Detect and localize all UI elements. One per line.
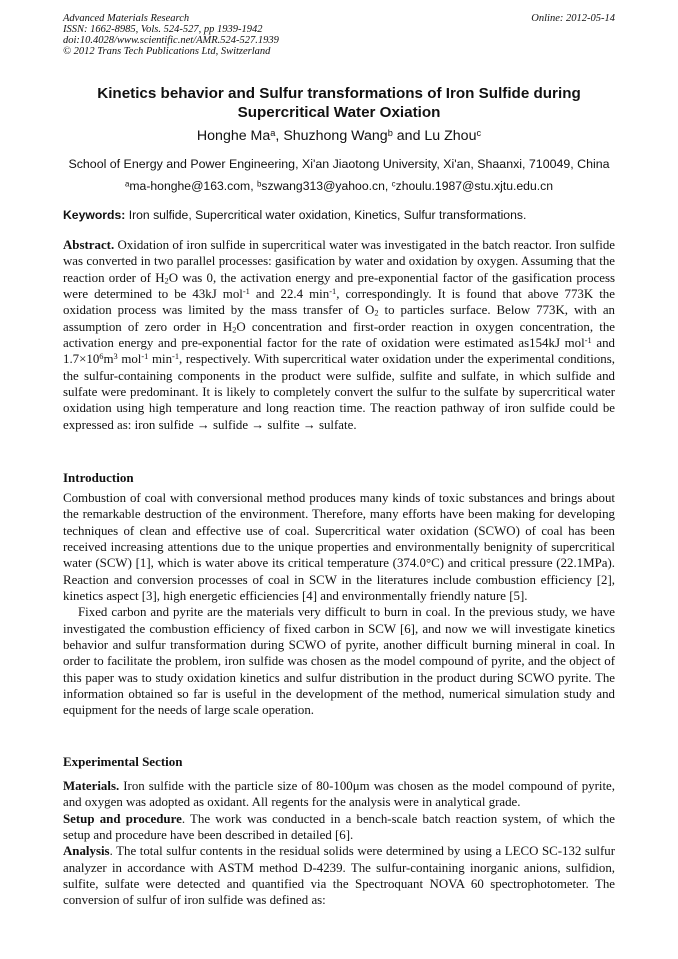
affiliation: School of Energy and Power Engineering, Xi'an Jiaotong University, Xi'an, Shaanxi, 710049, China bbox=[68, 157, 610, 171]
abstract-text: m bbox=[103, 352, 114, 367]
journal-name: Advanced Materials Research bbox=[63, 13, 190, 24]
experimental-heading: Experimental Section bbox=[63, 754, 183, 769]
abstract-text: , correspondingly. It is found that above 773K the oxidation process was limited by the mass transfer of O bbox=[63, 287, 615, 318]
materials-paragraph bbox=[63, 778, 615, 811]
superscript: -1 bbox=[329, 287, 337, 297]
author-name: Lu Zhou bbox=[424, 128, 477, 144]
email-separator: , bbox=[250, 179, 257, 193]
copyright-line: © 2012 Trans Tech Publications Ltd, Switzerland bbox=[63, 46, 271, 57]
analysis-text: . The total sulfur contents in the residual solids were determined by using a LECO SC-132 sulfur analyzer in accordance with ASTM method D-4239. The sulfur-containing inorganic anions, sulfidion, sulfite, sulfate were detected and quantified via the Spectroquant NOVA 60 spectrophotometer. The conversion of sulfur of iron sulfide was defined as: bbox=[63, 844, 615, 908]
author-line bbox=[63, 128, 615, 144]
keywords-text: Iron sulfide, Supercritical water oxidation, Kinetics, Sulfur transformations. bbox=[128, 208, 527, 222]
author-name: Shuzhong Wang bbox=[283, 128, 388, 144]
abstract-text: to particles surface. Below 773K, with an assumption of zero order in H bbox=[63, 303, 615, 334]
doi-line: doi:10.4028/www.scientific.net/AMR.524-527.1939 bbox=[63, 35, 279, 46]
abstract-text: and 22.4 min bbox=[249, 287, 330, 302]
superscript: -1 bbox=[242, 287, 250, 297]
superscript: -1 bbox=[584, 336, 592, 346]
materials-label: Materials. bbox=[63, 779, 120, 793]
author-superscript: a bbox=[270, 127, 276, 138]
author-separator: , bbox=[275, 128, 284, 144]
author-superscript: b bbox=[387, 127, 393, 138]
online-date: Online: 2012-05-14 bbox=[531, 13, 615, 24]
abstract bbox=[63, 237, 615, 433]
author-name: Honghe Ma bbox=[196, 128, 271, 144]
email-link[interactable]: szwang313@yahoo.cn bbox=[261, 179, 385, 193]
abstract-text: min bbox=[148, 352, 173, 367]
keywords-label: Keywords: bbox=[63, 208, 126, 222]
superscript: -1 bbox=[141, 352, 149, 362]
subscript: 2 bbox=[164, 276, 169, 286]
email-superscript: b bbox=[256, 179, 262, 189]
setup-paragraph bbox=[63, 811, 615, 844]
abstract-text: , respectively. With supercritical water oxidation under the experimental conditions, the sulfur-containing components in the product were sulfide, sulfite and sulfate, in which sulfide and sulfate were predominant. It is likely to completely convert the sulfur to the sulfate by supercritical water oxidation using high temperature and long reaction time. The reaction pathway of iron sulfide could be expressed as: iron sulfide → sulfide → sulfite → sulfate. bbox=[63, 352, 615, 432]
introduction-heading: Introduction bbox=[63, 470, 134, 485]
journal-header bbox=[63, 13, 615, 57]
email-link[interactable]: zhoulu.1987@stu.xjtu.edu.cn bbox=[395, 179, 553, 193]
superscript: 6 bbox=[99, 352, 104, 362]
email-line bbox=[63, 179, 615, 193]
keywords bbox=[63, 208, 615, 222]
subscript: 2 bbox=[232, 325, 237, 335]
email-link[interactable]: ma-honghe@163.com bbox=[129, 179, 251, 193]
superscript: 3 bbox=[113, 352, 118, 362]
subscript: 2 bbox=[374, 309, 379, 319]
abstract-text: O concentration and first-order reaction in oxygen concentration, the activation energy and pre-exponential factor for the rate of oxidation were estimated as154kJ mol bbox=[63, 319, 615, 351]
setup-text: . The work was conducted in a bench-scale batch reaction system, of which the setup and procedure have been described in detailed [6]. bbox=[63, 811, 615, 843]
abstract-text: mol bbox=[117, 352, 142, 367]
analysis-label: Analysis bbox=[63, 844, 110, 859]
email-superscript: a bbox=[125, 179, 130, 189]
email-separator: , bbox=[384, 179, 392, 193]
abstract-text: and 1.7×10 bbox=[63, 336, 616, 367]
abstract-text: O was 0, the activation energy and pre-exponential factor of the gasification process were determined to be 43kJ mol bbox=[63, 270, 615, 302]
introduction-body bbox=[63, 490, 615, 719]
author-separator: and bbox=[392, 128, 425, 144]
author-superscript: c bbox=[476, 127, 482, 138]
setup-label: Setup and procedure bbox=[63, 811, 182, 826]
superscript: -1 bbox=[172, 352, 180, 362]
abstract-label: Abstract. bbox=[63, 238, 115, 252]
abstract-text: Oxidation of iron sulfide in supercritical water was investigated in the batch reactor. Iron sulfide was converted in two parallel processes: gasification by water and oxidation by oxygen. Assuming that the reaction order of H bbox=[63, 238, 615, 285]
paragraph: Fixed carbon and pyrite are the materials very difficult to burn in coal. In the previous study, we have investigated the combustion efficiency of fixed carbon in SCW [6], and now we will investigate kinetics behavior and sulfur transformation during SCWO of pyrite, another difficult burning mineral in coal. In order to facilitate the problem, iron sulfide was chosen as the model compound of pyrite, and the object of this paper was to study oxidation kinetics and sulfur distribution in the product during SCWO pyrite. The information obtained so far is useful in the development of the method, numerical simulation study and equipment for the needs of large scale operation. bbox=[63, 605, 615, 718]
paragraph: Combustion of coal with conversional method produces many kinds of toxic substances and brings about the remarkable destruction of the environment. Therefore, many efforts have been making for developing techniques of clean and effective use of coal. Supercritical water oxidation (SCWO) of coal has been received increasing attentions due to the unique properties and environmentally benignity of supercritical water (SCW) [1], which is water above its critical temperature (374.0°C) and critical pressure (22.1MPa). Reaction and conversion processes of coal in SCW in the literatures include combustion efficiency [2], kinetics aspect [3], high energetic efficiencies [4] and environmentally friendly nature [5]. bbox=[63, 491, 615, 604]
analysis-paragraph bbox=[63, 843, 615, 908]
issn-line: ISSN: 1662-8985, Vols. 524-527, pp 1939-1942 bbox=[63, 24, 263, 35]
email-superscript: c bbox=[391, 179, 396, 189]
paper-title: Kinetics behavior and Sulfur transformations of Iron Sulfide during Supercritical Water Oxiation bbox=[97, 85, 581, 121]
materials-text: Iron sulfide with the particle size of 80-100μm was chosen as the model compound of pyrite, and oxygen was adopted as oxidant. All regents for the analysis were in analytical grade. bbox=[63, 779, 615, 810]
experimental-body bbox=[63, 778, 615, 909]
